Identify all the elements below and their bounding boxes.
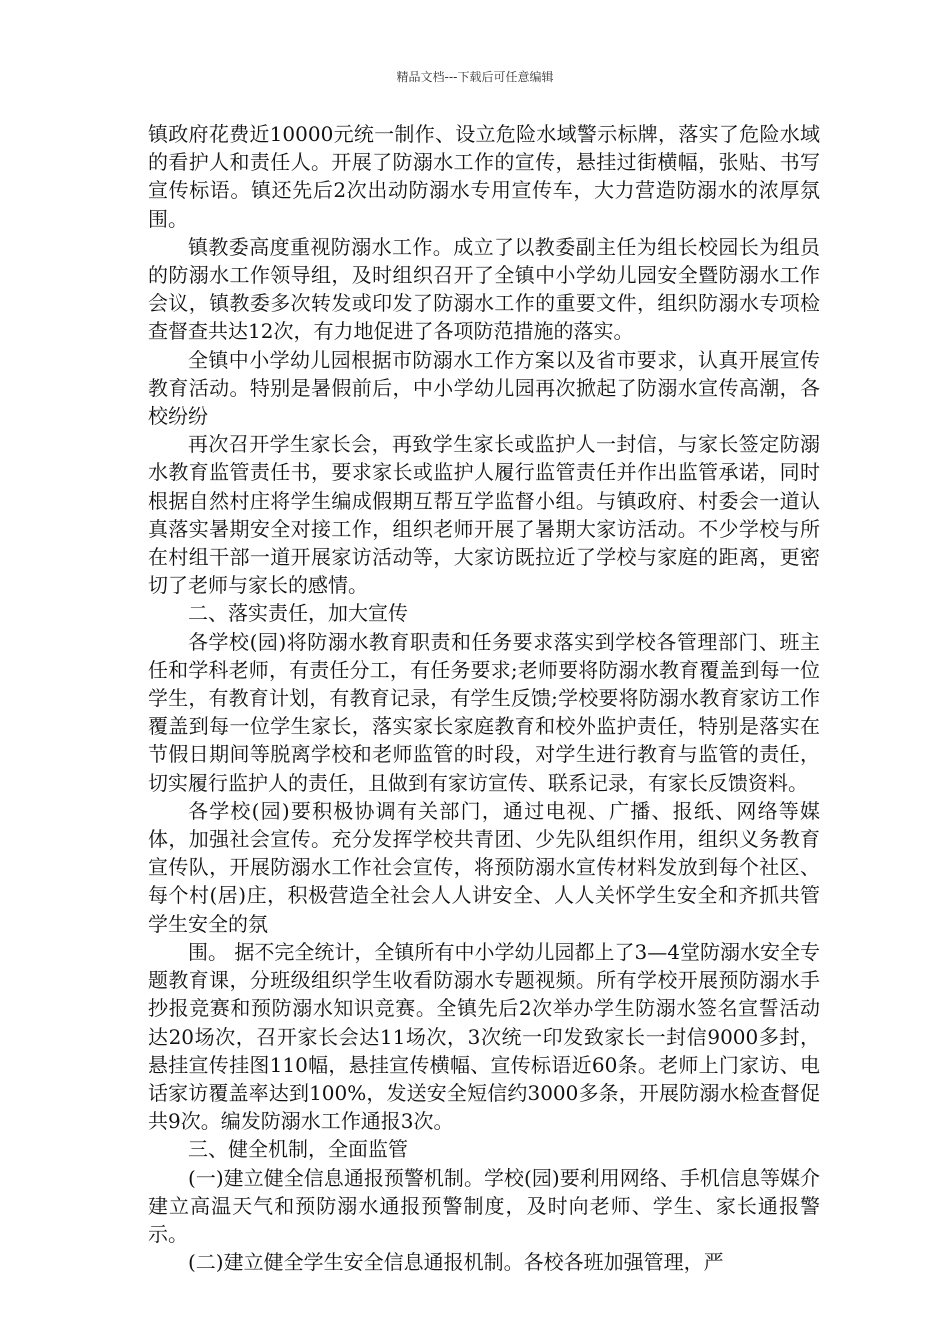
paragraph: 各学校(园)要积极协调有关部门，通过电视、广播、报纸、网络等媒体，加强社会宣传。充分发挥学校共青团、少先队组织作用，组织义务教育宣传队，开展防溺水工作社会宣传，将预防溺水宣传材料发放到每个社区、每个村(居)庄，积极营造全社会人人讲安全、人人关怀学生安全和齐抓共管学生安全的氛 [148, 798, 820, 936]
section-heading: 三、健全机制，全面监管 [188, 1137, 408, 1162]
page-header: 精品文档---下载后可任意编辑 [396, 70, 554, 84]
paragraph: 镇教委高度重视防溺水工作。成立了以教委副主任为组长校园长为组员的防溺水工作领导组，及时组织召开了全镇中小学幼儿园安全暨防溺水工作会议，镇教委多次转发或印发了防溺水工作的重要文件，组织防溺水专项检查督查共达12次，有力地促进了各项防范措施的落实。 [148, 234, 820, 344]
paragraph: 镇政府花费近10000元统一制作、设立危险水域警示标牌，落实了危险水域的看护人和责任人。开展了防溺水工作的宣传，悬挂过街横幅，张贴、书写宣传标语。镇还先后2次出动防溺水专用宣传车，大力营造防溺水的浓厚氛围。 [148, 122, 820, 231]
paragraph: 围。 据不完全统计，全镇所有中小学幼儿园都上了3—4堂防溺水安全专题教育课，分班级组织学生收看防溺水专题视频。所有学校开展预防溺水手抄报竞赛和预防溺水知识竞赛。全镇先后2次举办学生防溺水签名宣誓活动达20场次，召开家长会达11场次，3次统一印发致家长一封信9000多封，悬挂宣传挂图110幅，悬挂宣传横幅、宣传标语近60条。老师上门家访、电话家访覆盖率达到100%，发送安全短信约3000多条，开展防溺水检查督促共9次。编发防溺水工作通报3次。 [148, 939, 820, 1134]
paragraph: (二)建立健全学生安全信息通报机制。各校各班加强管理，严 [188, 1250, 724, 1275]
paragraph: 全镇中小学幼儿园根据市防溺水工作方案以及省市要求，认真开展宣传教育活动。特别是暑假前后，中小学幼儿园再次掀起了防溺水宣传高潮，各校纷纷 [148, 347, 820, 429]
paragraph: 各学校(园)将防溺水教育职责和任务要求落实到学校各管理部门、班主任和学科老师，有责任分工，有任务要求;老师要将防溺水教育覆盖到每一位学生，有教育计划，有教育记录，有学生反馈;学校要将防溺水教育家访工作覆盖到每一位学生家长，落实家长家庭教育和校外监护责任，特别是落实在节假日期间等脱离学校和老师监管的时段，对学生进行教育与监管的责任，切实履行监护人的责任，且做到有家访宣传、联系记录，有家长反馈资料。 [148, 629, 820, 795]
paragraph: (一)建立健全信息通报预警机制。学校(园)要利用网络、手机信息等媒介建立高温天气和预防溺水通报预警制度，及时向老师、学生、家长通报警示。 [148, 1165, 820, 1246]
paragraph: 再次召开学生家长会，再致学生家长或监护人一封信，与家长签定防溺水教育监管责任书，要求家长或监护人履行监管责任并作出监管承诺，同时根据自然村庄将学生编成假期互帮互学监督小组。与镇政府、村委会一道认真落实暑期安全对接工作，组织老师开展了暑期大家访活动。不少学校与所在村组干部一道开展家访活动等，大家访既拉近了学校与家庭的距离，更密切了老师与家长的感情。 [148, 432, 820, 598]
document-body [148, 120, 820, 1276]
section-heading: 二、落实责任，加大宣传 [188, 601, 408, 626]
